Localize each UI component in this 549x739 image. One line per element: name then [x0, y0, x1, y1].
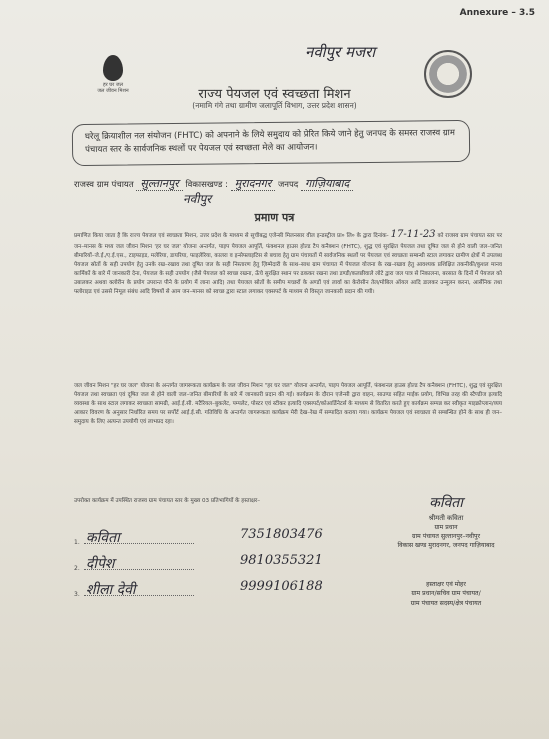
certificate-paragraph-2: जल जीवन मिशन "हर घर जल" योजना के अन्तर्गत जागरूकता कार्यक्रम के जल जीवन मिशन "हर घर जल" योजना अन्तर्गत, पाइप पेयजल आपूर्ति, फंक्शनल हाउस होल्ड टैप कनैक्शन (FHTC), शुद्ध एवं सुरक्षित पेयजल तथा स्वच्छता एवं दूषित जल से होने वाली जल–जनित बीमारियों के बारे में जानकारी प्रदान की गई। कार्यक्रम के दौरान एजेन्सी द्वारा वाहन, साउण्ड सहित माईक प्रयोग, विभिन्न तरह की स्टैण्डीज इत्यादि व्यवस्था के साथ स्टाल लगाकर स्वच्छता सामग्री, आई.ई.सी. मटैरियल–बुकलेट, पम्पलेट, पोस्टर एवं स्टीकर इत्यादि एक्सपर्ट/कोआर्डिनेटर्स के माध्यम से वितरित करते हुए कार्यक्रम सम्पन्न कर स्वीकृत माइक्रोप्लान/व्यय आकार विवरण के अनुसार निर्धारित समय पर सर्पोर्ट आई.ई.सी. गतिविधि के अन्तर्गत जागरूकता कार्यक्रम मेरी देख–रेख में सम्पादित कराया गया। कार्यक्रम पेयजल एवं स्वच्छता से सम्बन्धित होने के साथ ही जन–समुदाय के लिए अत्यन्त उपयोगी एवं लाभप्रद रहा।: [74, 383, 502, 426]
attestation-title: हस्ताक्षर एवं मोहर: [426, 581, 466, 588]
pradhan-stamp: [376, 493, 516, 551]
attestation-block: [376, 580, 516, 608]
participant-number: 3.: [74, 591, 80, 598]
organization-subtitle: (नमामि गंगे तथा ग्रामीण जलापूर्ति विभाग, उत्तर प्रदेश शासन): [192, 101, 357, 110]
district-value: गाज़ियाबाद: [301, 177, 353, 191]
gram-panchayat-row: [74, 176, 514, 191]
attestation-line-1: ग्राम प्रधान/सचिव ग्राम पंचायत/: [411, 590, 481, 598]
handwritten-village-note: नवीपुर मजरा: [305, 43, 376, 61]
event-date: 17-11-23: [390, 229, 436, 240]
water-drop-icon: [103, 55, 123, 81]
participant-signature-row: [74, 530, 186, 549]
gp-label: राजस्व ग्राम पंचायत: [74, 180, 134, 190]
logo-caption: हर घर जल जल जीवन मिशन: [97, 82, 129, 94]
attestation-line-2: ग्राम पंचायत सदस्य/क्षेत्र पंचायत: [410, 599, 482, 607]
participant-phone: 7351803476: [240, 527, 323, 542]
pradhan-role: ग्राम प्रधान: [434, 524, 458, 532]
para1-body: को राजस्व ग्राम पंचायत स्तर पर जन–मानस के मध्य जल जीवन मिशन 'हर घर जल' योजना अन्तर्गत, पाइप पेयजल आपूर्ति, फंक्शनल हाउस होल्ड टैप कनैक्शन (FHTC), शुद्ध एवं सुरक्षित पेयजल तथा दूषित जल से होने वाली जल–जनित बीमारियों–जे.ई./ए.ई.एस., टाइफाइड, मलेरिया, डायरिया, फाइलेरिया, कालरा व इन्सेफ्लाइटिस से बचाव हेतु ग्राम पंचायतों में सार्वजनिक स्थलों पर पेयजल एवं स्वच्छता सम्बन्धी स्टाल लगाकर ग्रामीण क्षेत्रों में उपलब्ध पेयजल स्रोतों के सही उपयोग हेतु उनके रख–रखाव तथा दूषित जल के सही निस्तारण हेतु ज़िम्मेदारी के साथ–साथ ग्राम पंचायत में पेयजल योजना के रख–रखाव हेतु आवश्यक प्रशिक्षित तकनीकी/कुशल मानव कार्मिकों के बारे में जानकारी देना, पेयजल के सही उपयोग (जैसे पेयजल को स्वच्छ रखना, ऊँचे सुरक्षित स्थान पर ढककर रखना तथा डण्डी/कलछीवाले लोटे द्वारा जल पात्र से निकालना, बरसात के दिनों में पेयजल को उबालकर अथवा क्लोरीन के प्रयोग उपरान्त पीने के प्रयोग में लाना आदि) तथा पेयजल स्रोतों के समीप मच्छरों के अण्डों एवं लार्वा का केरोसीन तेल/मोबिल ऑयल आदि डालकर उन्मूलन करना, आर्सेनिक तथा फ्लोराइड एवं उससे निमूल संबंध आदि विषयों से आम जन–मानस को स्वच्छ द्वारा स्टाल लगाकर एक्सपर्ट के माध्यम से विस्तृत जानकारी प्रदान की गयी।: [74, 233, 503, 296]
participant-signature-row: [74, 556, 186, 575]
participants-intro: उपरोक्त कार्यक्रम में उपस्थित राजस्व ग्राम पंचायत स्तर के मुख्य 03 प्रतिभागियों के हस्ताक्षर–: [74, 498, 261, 504]
participant-phone: 9999106188: [240, 579, 323, 594]
participant-signature: दीपेश: [85, 556, 115, 572]
participant-number: 2.: [74, 565, 80, 572]
participant-phone: 9810355321: [240, 553, 323, 568]
stamp-line-2: विकास खण्ड मुरादनगर, जनपद गाज़ियाबाद: [397, 542, 495, 550]
block-value: मुरादनगर: [231, 177, 276, 191]
gp-value: सुल्तानपुर: [136, 177, 182, 191]
block-label: विकासखण्ड :: [185, 180, 228, 190]
pradhan-name: श्रीमती कविता: [428, 514, 464, 523]
participant-signature: शीला देवी: [85, 582, 136, 598]
district-label: जनपद: [277, 180, 299, 190]
organization-title: राज्य पेयजल एवं स्वच्छता मिशन: [198, 87, 351, 102]
stamp-line-1: ग्राम पंचायत सुल्तानपुर–नवीपुर: [411, 533, 481, 541]
para1-lead: प्रमाणित किया जाता है कि राज्य पेयजल एवं स्वच्छता मिशन, उत्तर प्रदेश के माध्यम से सूचीबद्ध एजेन्सी मिलनसार वील इन्डस्ट्रीज प्रा० लि० के द्वारा दिनांक-: [74, 233, 389, 239]
handwritten-gp-extension: नवीपुर: [183, 192, 212, 206]
certificate-paragraph-1: [74, 227, 502, 297]
event-banner: घरेलू क्रियाशील नल संयोजन (FHTC) को अपनाने के लिये समुदाय को प्रेरित किये जाने हेतु जनपद के समस्त राजस्व ग्राम पंचायत स्तर के सार्वजनिक स्थलों पर पेयजल एवं स्वच्छता मेले का आयोजन।: [72, 120, 470, 166]
participant-signature-row: [74, 582, 186, 601]
participant-number: 1.: [74, 539, 80, 546]
pradhan-signature: कविता: [429, 495, 463, 511]
certificate-title: प्रमाण पत्र: [254, 211, 295, 224]
annexure-label: Annexure – 3.5: [459, 8, 535, 18]
participant-signature: कविता: [85, 530, 120, 546]
